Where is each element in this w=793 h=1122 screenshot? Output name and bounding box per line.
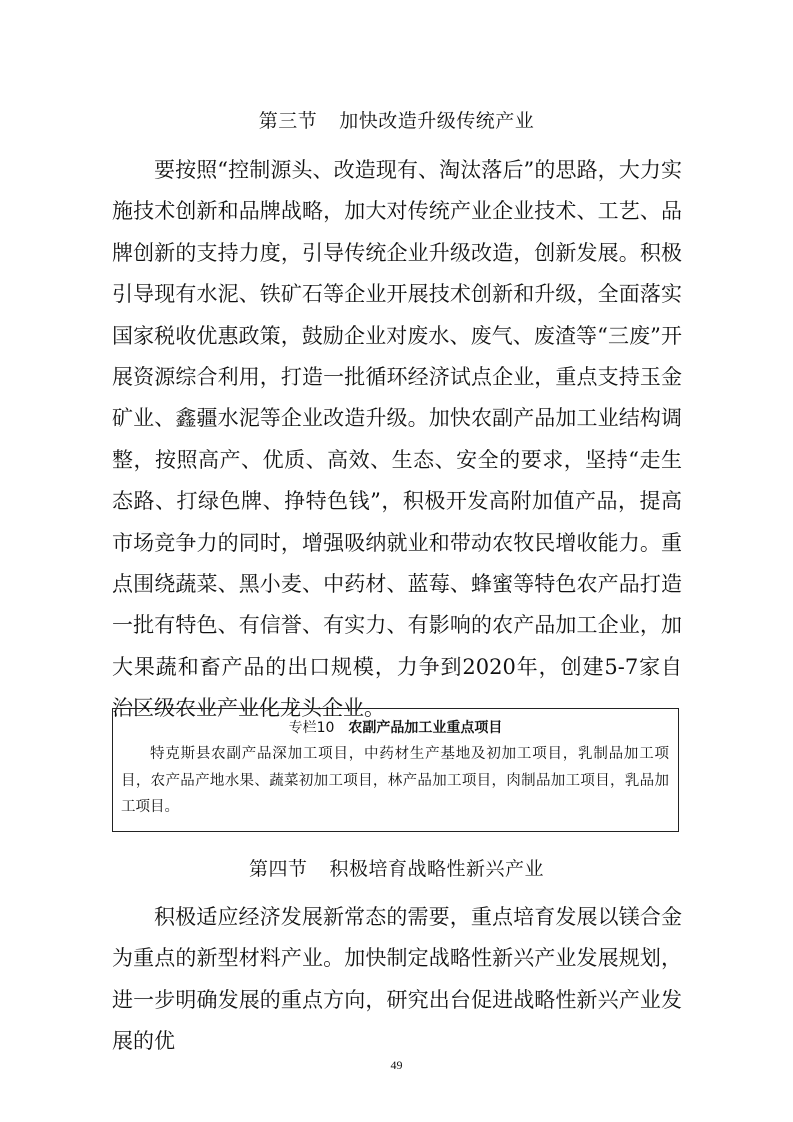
column-box (112, 708, 679, 832)
section-3-number: 第三节 (258, 110, 318, 132)
section-4-paragraph: 积极适应经济发展新常态的需要，重点培育发展以镁合金为重点的新型材料产业。加快制定战略性新兴产业发展规划，进一步明确发展的重点方向，研究出台促进战略性新兴产业发展的优 (112, 905, 682, 1054)
section-4-number: 第四节 (248, 858, 308, 880)
column-box-heading (113, 717, 678, 737)
column-box-body: 特克斯县农副产品深加工项目，中药材生产基地及初加工项目，乳制品加工项目，农产品产地水果、蔬菜初加工项目，林产品加工项目，肉制品加工项目，乳品加工项目。 (121, 746, 669, 815)
column-box-number: 专栏10 (288, 720, 335, 736)
section-3-title: 加快改造升级传统产业 (339, 110, 535, 132)
section-3-paragraph: 要按照“控制源头、改造现有、淘汰落后”的思路，大力实施技术创新和品牌战略，加大对传统产业企业技术、工艺、品牌创新的支持力度，引导传统企业升级改造，创新发展。积极引导现有水泥、铁矿石等企业开展技术创新和升级，全面落实国家税收优惠政策，鼓励企业对废水、废气、废渣等“三废”开展资源综合利用，打造一批循环经济试点企业，重点支持玉金矿业、鑫疆水泥等企业改造升级。加快农副产品加工业结构调整，按照高产、优质、高效、生态、安全的要求，坚持“走生态路、打绿色牌、挣特色钱”，积极开发高附加值产品，提高市场竞争力的同时，增强吸纳就业和带动农牧民增收能力。重点围绕蔬菜、黑小麦、中药材、蓝莓、蜂蜜等特色农产品打造一批有特色、有信誉、有实力、有影响的农产品加工企业，加大果蔬和畜产品的出口规模，力争到2020年，创建5-7家自治区级农业产业化龙头企业。 (112, 158, 682, 721)
section-4-heading (0, 854, 793, 881)
section-4-title: 积极培育战略性新兴产业 (329, 858, 545, 880)
column-box-title: 农副产品加工业重点项目 (348, 720, 503, 736)
page-number: 49 (390, 1058, 403, 1072)
section-3-heading (0, 106, 793, 133)
